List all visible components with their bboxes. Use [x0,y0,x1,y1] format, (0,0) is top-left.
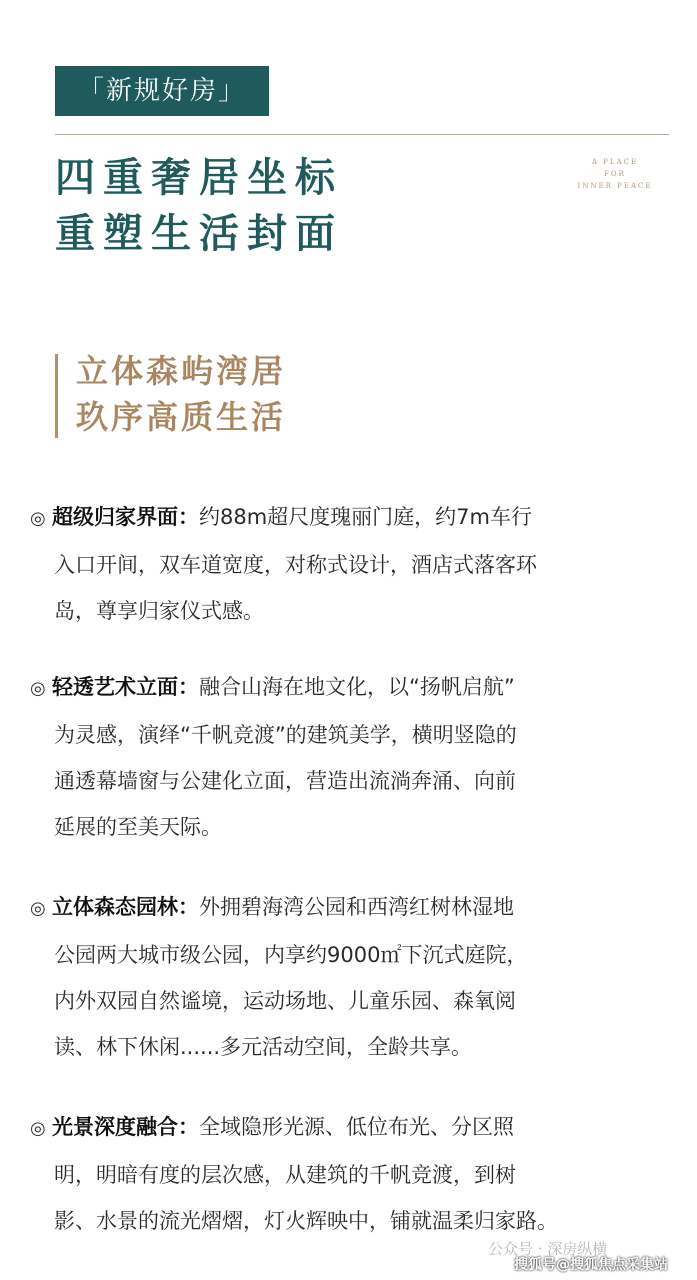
feature-text: 岛，尊享归家仪式感。 [54,599,264,623]
subheading [76,348,286,440]
subheading-line-2: 玖序高质生活 [76,398,287,436]
headline-line-1: 四重奢居坐标 [55,154,343,201]
bullet-icon: ◎ [30,898,46,919]
slogan-line-2: FOR [604,170,626,178]
slogan [560,156,670,192]
bullet-icon: ◎ [30,508,46,529]
feature-text: 读、林下休闲......多元活动空间，全龄共享。 [54,1035,473,1059]
divider-line [55,134,669,135]
slogan-line-3: INNER PEACE [577,182,653,190]
feature-text: 明，明暗有度的层次感，从建筑的千帆竞渡，到树 [54,1163,516,1187]
feature-text: 公园两大城市级公园，内享约9000㎡下沉式庭院， [54,943,528,967]
feature-title: 超级归家界面： [52,505,199,529]
account-watermark: 公众号 · 深房纵横 [488,1240,608,1258]
feature-text: 外拥碧海湾公园和西湾红树林湿地 [199,895,514,919]
feature-text: 入口开间，双车道宽度，对称式设计，酒店式落客环 [54,553,537,577]
source-watermark: 搜狐号@搜狐焦点采集站 [514,1257,668,1273]
feature-text: 延展的至美天际。 [54,815,222,839]
bullet-icon: ◎ [30,678,46,699]
feature-text: 通透幕墙窗与公建化立面，营造出流淌奔涌、向前 [54,769,516,793]
subheading-bar [55,354,58,438]
feature-item [30,494,670,634]
section-tag: 「新规好房」 [55,66,269,116]
feature-item [30,1104,670,1244]
feature-item [30,664,670,850]
feature-item [30,884,670,1070]
feature-text: 影、水景的流光熠熠，灯火辉映中，铺就温柔归家路。 [54,1209,558,1233]
feature-title: 立体森态园林： [52,895,199,919]
feature-text: 融合山海在地文化，以“扬帆启航” [199,675,515,699]
headline-line-2: 重塑生活封面 [55,210,343,257]
bullet-icon: ◎ [30,1118,46,1139]
headline [55,150,343,262]
feature-text: 约88m超尺度瑰丽门庭，约7m车行 [199,505,532,529]
feature-title: 轻透艺术立面： [52,675,199,699]
slogan-line-1: A PLACE [591,158,639,166]
feature-text: 为灵感，演绎“千帆竞渡”的建筑美学，横明竖隐的 [54,723,517,747]
feature-title: 光景深度融合： [52,1115,199,1139]
feature-text: 全域隐形光源、低位布光、分区照 [199,1115,514,1139]
subheading-line-1: 立体森屿湾居 [76,352,287,390]
feature-text: 内外双园自然谧境，运动场地、儿童乐园、森氧阅 [54,989,516,1013]
